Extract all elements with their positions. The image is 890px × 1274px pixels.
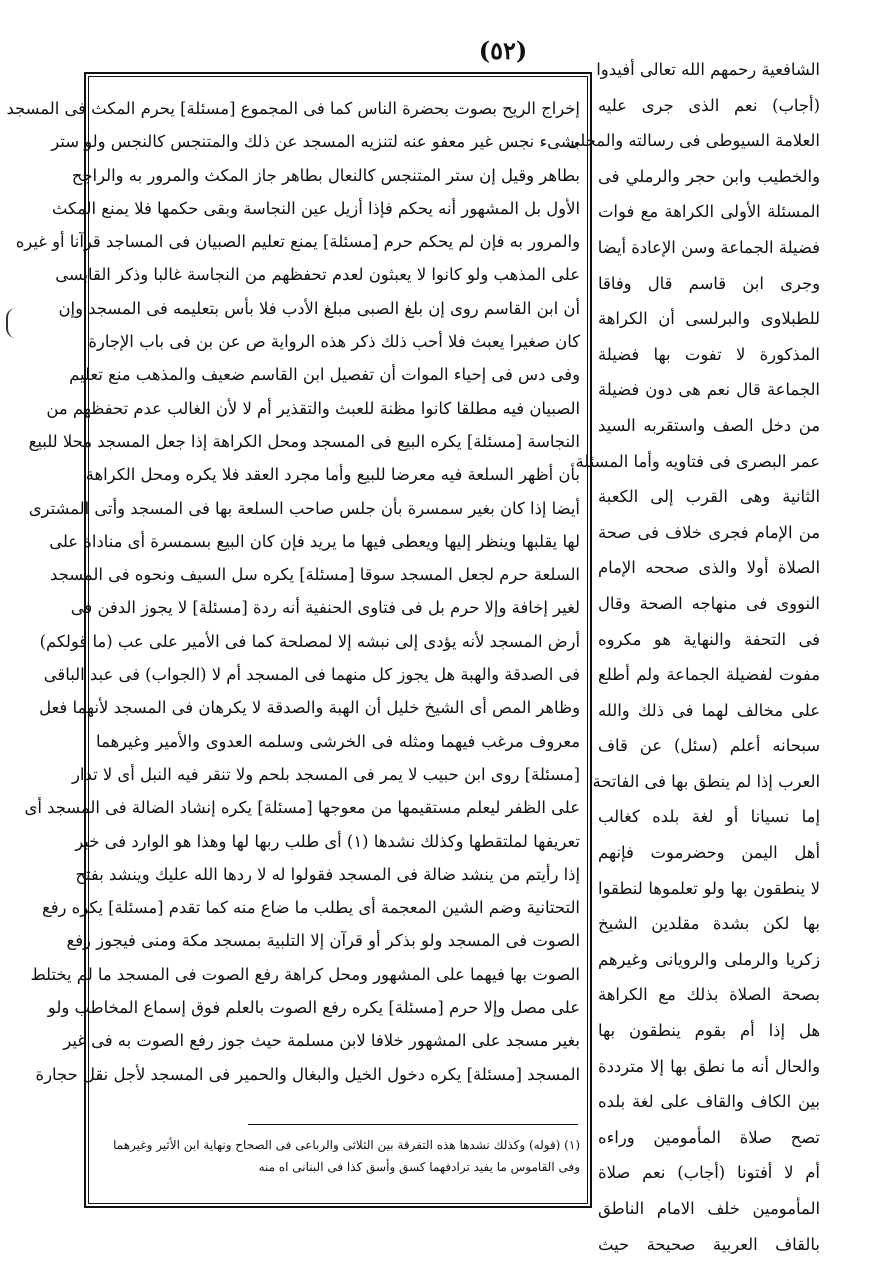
margin-text-line: (أجاب) نعم الذى جرى عليه xyxy=(598,95,820,115)
main-text-line: التحتانية وضم الشين المعجمة أى يطلب ما ضاع منه كما تقدم [مسئلة] يكره رفع xyxy=(42,898,580,918)
margin-text-line: الجماعة قال نعم هى دون فضيلة xyxy=(598,380,820,400)
page-number: (٥٢) xyxy=(478,36,528,65)
main-text-line: إذا رأيتم من ينشد ضالة فى المسجد فقولوا له لا ردها الله عليك وينشد بفتح xyxy=(75,864,580,884)
main-text-line: بغير مسجد على المشهور خلافا لابن مسلمة حيث جوز رفع الصوت به فى غير xyxy=(63,1031,580,1051)
margin-text-line: عمر البصرى فى فتاويه وأما المسئلة xyxy=(575,451,820,471)
margin-text-line: فى التحفة والنهاية هو مكروه xyxy=(598,629,820,649)
main-text-line: على مصل وإلا حرم [مسئلة] يكره رفع الصوت بالعلم فوق إسماع المخاطب ولو xyxy=(47,998,580,1018)
margin-text-line: وجرى ابن قاسم قال وفاقا xyxy=(598,273,820,293)
main-text-line: كان صغيرا يعبث فلا أحب ذلك ذكر هذه الرواية ص عن بن فى باب الإجارة xyxy=(88,332,580,352)
margin-text-line: بها لكن بشدة مقلدين الشيخ xyxy=(598,914,820,934)
main-text-line: النجاسة [مسئلة] يكره البيع فى المسجد ومحل الكراهة إذا جعل المسجد محلا للبيع xyxy=(28,431,580,451)
main-text-line: الأول بل المشهور أنه يحكم فإذا أزيل عين النجاسة وبقى حكمها فلا يمنع المكث xyxy=(51,198,580,218)
main-text-line: الصوت فى المسجد ولو بذكر أو قرآن إلا التلبية بمسجد مكة ومنى فيجوز رفع xyxy=(66,931,580,951)
main-text-line: والمرور به فإن لم يحكم حرم [مسئلة] يمنع تعليم الصبيان فى المساجد قرآنا أو غيره xyxy=(15,232,580,252)
main-text-line: أيضا إذا كان بغير سمسرة بأن جلس صاحب السلعة بها فى المسجد وأتى المشترى xyxy=(28,498,580,518)
main-text-line: الصبيان فيه مطلقا كانوا مظنة للعبث والتقذير أم لا لأن الغالب عدم تحفظهم من xyxy=(46,398,580,418)
main-text-line: وفى دس فى إحياء الموات أن تفصيل ابن القاسم ضعيف والمذهب منع تعليم xyxy=(69,365,580,385)
main-text-line: تعريفها لملتقطها وكذلك نشدها (١) أى طلب ربها لها وهذا هو الوارد فى خبر xyxy=(75,831,580,851)
footnote xyxy=(96,1134,580,1178)
margin-text-line: زكريا والرملى والرويانى وغيرهم xyxy=(598,949,820,969)
margin-text-line: أهل اليمن وحضرموت فإنهم xyxy=(598,843,820,863)
main-text-line: لغير إخافة وإلا حرم بل فى فتاوى الحنفية أنه ردة [مسئلة] لا يجوز الدفن فى xyxy=(70,598,580,618)
margin-text-line: للطبلاوى والبرلسى أن الكراهة xyxy=(598,309,820,329)
margin-text-line: العلامة السيوطى فى رسالته والمحلى xyxy=(566,131,820,151)
footnote-line: (١) (قوله) وكذلك نشدها هذه التفرقة بين الثلاثى والرباعى فى الصحاح ونهاية ابن الأثير وغيرهما xyxy=(113,1138,580,1152)
main-text-line: أن ابن القاسم روى إن بلغ الصبى مبلغ الأدب فلا بأس بتعليمه فى المسجد وإن xyxy=(58,298,580,318)
main-text-line: المسجد [مسئلة] يكره دخول الخيل والبغال والحمير فى المسجد لأجل نقل حجارة xyxy=(35,1064,580,1084)
margin-text-line: أم لا أفتونا (أجاب) نعم صلاة xyxy=(598,1163,820,1183)
main-text-line: معروف مرغب فيهما ومثله فى الخرشى وسلمه العدوى والأمير وغيرهما xyxy=(96,731,580,751)
margin-text-line: والحال أنه ما نطق بها إلا مترددة xyxy=(598,1056,820,1076)
margin-text-line: المذكورة لا تفوت بها فضيلة xyxy=(598,344,820,364)
main-text-line: إخراج الريح بصوت بحضرة الناس كما فى المجموع [مسئلة] يحرم المكث فى المسجد xyxy=(6,99,580,118)
margin-text-line: النووى فى منهاجه الصحة وقال xyxy=(598,593,820,613)
margin-text-line: من دخل الصف واستقربه السيد xyxy=(598,415,820,435)
main-text-line: بأن أظهر السلعة فيه معرضا للبيع وأما مجرد العقد فلا يكره ومحل الكراهة xyxy=(85,465,580,485)
main-text-frame xyxy=(6,72,592,1208)
margin-text-line: بصحة الصلاة بذلك مع الكراهة xyxy=(598,985,820,1005)
margin-text-line: بالقاف العربية صحيحة حيث xyxy=(598,1234,820,1254)
margin-text-line: بين الكاف والقاف على لغة بلده xyxy=(598,1092,820,1112)
footnote-divider xyxy=(248,1124,578,1125)
margin-text-line: العرب إذا لم ينطق بها فى الفاتحة xyxy=(592,771,820,791)
main-text-line: على المذهب ولو كانوا لا يعبثون لعدم تحفظهم من النجاسة غالبا وذكر القابسى xyxy=(55,265,580,285)
margin-text-line: فضيلة الجماعة وسن الإعادة أيضا xyxy=(597,237,820,257)
margin-text-line: الثانية وهى القرب إلى الكعبة xyxy=(598,487,820,507)
main-text-line: أرض المسجد لأنه يؤدى إلى نبشه إلا لمصلحة كما فى الأمير على عب (ما قولكم) xyxy=(39,631,580,651)
main-text-line: [مسئلة] روى ابن حبيب لا يمر فى المسجد بلحم ولا تنقر فيه النبل أى لا تدار xyxy=(72,764,580,784)
main-body-text xyxy=(6,92,580,1092)
main-text-line: الصوت بها فيهما على المشهور ومحل كراهة رفع الصوت فى المسجد ما لم يختلط xyxy=(30,964,580,984)
margin-text-line: لا ينطقون بها ولو تعلموها لنطقوا xyxy=(598,878,820,898)
margin-text-line: سبحانه أعلم (سئل) عن قاف xyxy=(598,736,820,756)
margin-text-line: الصلاة أولا والذى صححه الإمام xyxy=(598,558,820,578)
margin-text-line: مفوت لفضيلة الجماعة ولم أطلع xyxy=(598,665,820,685)
margin-text-line: على مخالف لهما فى ذلك والله xyxy=(598,700,820,720)
margin-text-line: المأمومين خلف الامام الناطق xyxy=(598,1199,820,1218)
main-text-line: فى الصدقة والهبة هل يجوز كل منهما فى المسجد أم لا (الجواب) فى عبد الباقى xyxy=(43,665,580,685)
main-text-line: بطاهر وقيل إن ستر المتنجس كالنعال بطاهر جاز المكث والمرور به والراجح xyxy=(71,165,580,185)
margin-text-line: الشافعية رحمهم الله تعالى أفيدوا xyxy=(596,60,820,79)
margin-text-line: والخطيب وابن حجر والرملي فى xyxy=(598,166,820,186)
main-text-line: على الظفر ليعلم مستقيمها من معوجها [مسئلة] يكره إنشاد الضالة فى المسجد أى xyxy=(24,798,580,818)
main-text-line: بشىء نجس غير معفو عنه لتنزيه المسجد عن ذلك والمتنجس كالنجس ولو ستر xyxy=(51,132,580,152)
margin-text-line: إما نسيانا أو لغة بلده كغالب xyxy=(598,807,820,827)
main-text-line: السلعة حرم لجعل المسجد سوقا [مسئلة] يكره سل السيف ونحوه فى المسجد xyxy=(50,565,580,585)
main-text-line: لها يقلبها وينظر إليها ويعطى فيها ما يريد فإن كان البيع بسمسرة أى مناداة على xyxy=(49,531,580,551)
margin-text-line: من الإمام فجرى خلاف فى صحة xyxy=(598,522,820,542)
main-text-line: وظاهر المص أى الشيخ خليل أن الهبة والصدقة لا يكرهان فى المسجد لأنهما فعل xyxy=(39,698,580,718)
margin-mark xyxy=(6,308,26,338)
footnote-line: وفى القاموس ما يفيد ترادفهما كسق وأسق كذا فى البنانى اه منه xyxy=(258,1160,580,1174)
margin-text-line: هل إذا أم بقوم ينطقون بها xyxy=(598,1021,820,1041)
margin-text-line: المسئلة الأولى الكراهة مع فوات xyxy=(598,202,820,222)
margin-commentary xyxy=(566,52,820,1262)
margin-text-line: تصح صلاة المأمومين وراءه xyxy=(598,1127,820,1147)
